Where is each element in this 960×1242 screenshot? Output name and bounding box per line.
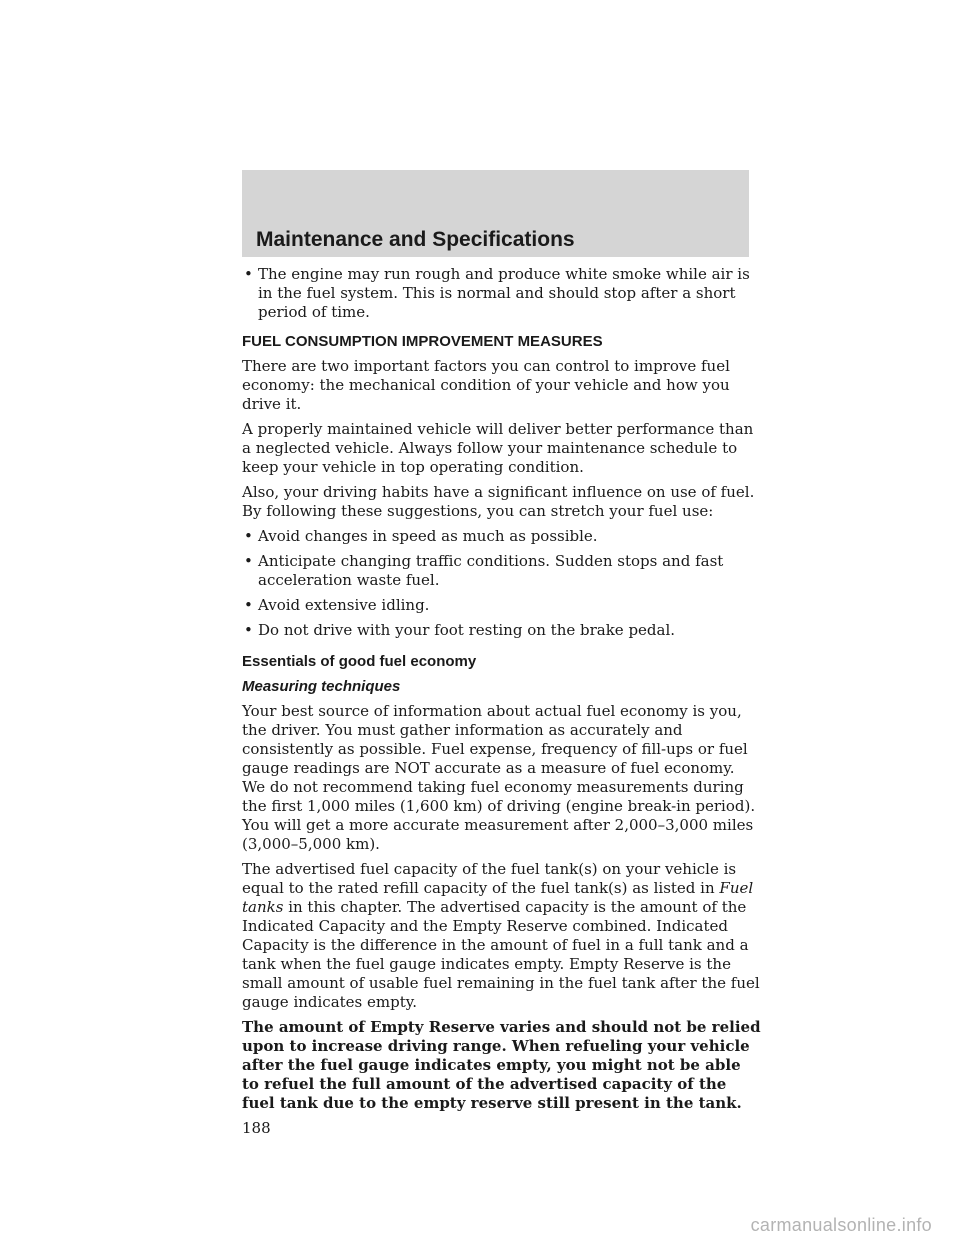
tip-item [242,527,762,546]
bold-warning: The amount of Empty Reserve varies and should not be relied upon to increase driving range. When refueling your vehicle after the fuel gauge indicates empty, you might not be able to refuel the full amount of the advertised capacity of the fuel tank due to the empty reserve still present in the tank. [242,1018,761,1112]
paragraph-text: in this chapter. The advertised capacity is the amount of the Indicated Capacity and the Empty Reserve combined. Indicated Capacity is the difference in the amount of fuel in a full tank and a tank when the fuel gauge indicates empty. Empty Reserve is the small amount of usable fuel remaining in the fuel tank after the fuel gauge indicates empty. [242,898,760,1011]
paragraph: A properly maintained vehicle will deliver better performance than a neglected vehicle. Always follow your maintenance schedule to keep your vehicle in top operating condition. [242,420,754,476]
watermark: carmanualsonline.info [750,1215,932,1235]
paragraph: Your best source of information about actual fuel economy is you, the driver. You must gather information as accurately and consistently as possible. Fuel expense, frequency of fill-ups or fuel gauge readings are NOT accurate as a measure of fuel economy. We do not recommend taking fuel economy measurements during the first 1,000 miles (1,600 km) of driving (engine break-in period). You will get a more accurate measurement after 2,000–3,000 miles (3,000–5,000 km). [242,702,756,853]
tip-text: Avoid extensive idling. [258,596,430,614]
page-content [242,265,762,1138]
bullet-icon: • [244,552,253,570]
bullet-icon: • [244,527,253,545]
tip-item [242,596,762,615]
bullet-icon: • [244,596,253,614]
bullet-icon: • [244,621,253,639]
essentials-heading: Essentials of good fuel economy [242,653,477,670]
paragraph-text: The advertised fuel capacity of the fuel tank(s) on your vehicle is equal to the rated refill capacity of the fuel tank(s) as listed in [242,860,737,897]
measuring-subheading: Measuring techniques [242,678,401,695]
paragraph: Also, your driving habits have a significant influence on use of fuel. By following these suggestions, you can stretch your fuel use: [242,483,755,520]
tip-text: Avoid changes in speed as much as possible. [258,527,598,545]
tip-item [242,621,762,640]
bullet-icon: • [244,265,253,283]
tip-item [242,552,762,590]
tip-text: Anticipate changing traffic conditions. Sudden stops and fast acceleration waste fuel. [258,552,724,589]
page-number: 188 [242,1119,271,1137]
fuel-consumption-heading: FUEL CONSUMPTION IMPROVEMENT MEASURES [242,333,603,350]
section-title: Maintenance and Specifications [256,228,575,251]
paragraph [242,860,762,1012]
bullet-text: The engine may run rough and produce white smoke while air is in the fuel system. This is normal and should stop after a short period of time. [258,265,750,321]
paragraph: There are two important factors you can control to improve fuel economy: the mechanical condition of your vehicle and how you drive it. [242,357,730,413]
fuel-tanks-reference: Fuel tanks [242,879,754,916]
bullet-item [242,265,762,322]
tip-text: Do not drive with your foot resting on the brake pedal. [258,621,676,639]
